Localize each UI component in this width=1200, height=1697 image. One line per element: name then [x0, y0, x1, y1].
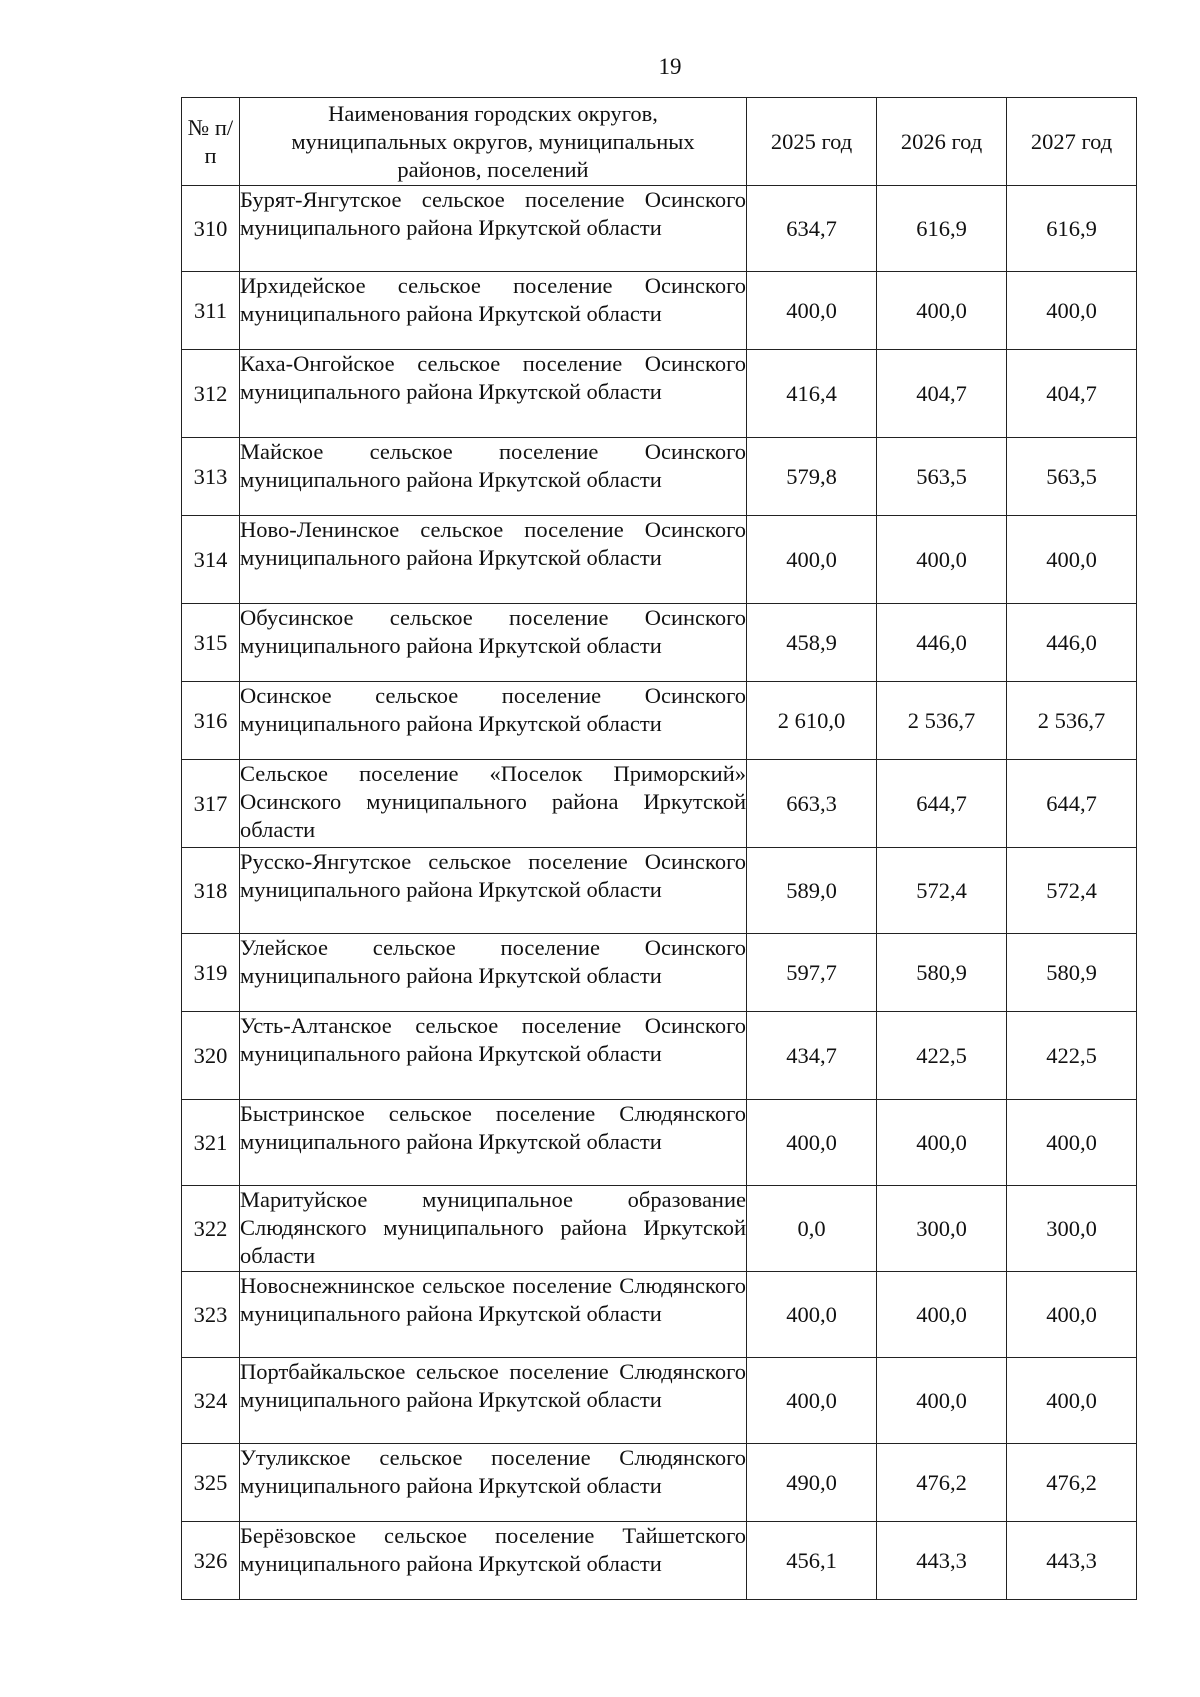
- municipality-name: Утуликское сельское поселение Слюдянского муниципального района Иркутской области: [240, 1444, 747, 1522]
- table-row: [182, 682, 1137, 760]
- municipality-name: Новоснежнинское сельское поселение Слюдянского муниципального района Иркутской области: [240, 1272, 747, 1358]
- value-2025: 458,9: [747, 604, 877, 682]
- value-2027: 2 536,7: [1007, 682, 1137, 760]
- row-number: 322: [182, 1186, 240, 1272]
- table-row: [182, 934, 1137, 1012]
- value-2027: 644,7: [1007, 760, 1137, 848]
- value-2025: 400,0: [747, 1100, 877, 1186]
- value-2027: 400,0: [1007, 272, 1137, 350]
- header-municipality-name: Наименования городских округов, муниципальных округов, муниципальных районов, поселений: [240, 98, 747, 186]
- table-row: [182, 1444, 1137, 1522]
- value-2027: 563,5: [1007, 438, 1137, 516]
- value-2027: 404,7: [1007, 350, 1137, 438]
- value-2027: 476,2: [1007, 1444, 1137, 1522]
- value-2027: 422,5: [1007, 1012, 1137, 1100]
- row-number: 310: [182, 186, 240, 272]
- value-2026: 400,0: [877, 1272, 1007, 1358]
- value-2026: 443,3: [877, 1522, 1007, 1600]
- table-row: [182, 1186, 1137, 1272]
- table-row: [182, 1012, 1137, 1100]
- table-row: [182, 1100, 1137, 1186]
- table-row: [182, 186, 1137, 272]
- value-2026: 563,5: [877, 438, 1007, 516]
- municipality-name: Портбайкальское сельское поселение Слюдянского муниципального района Иркутской области: [240, 1358, 747, 1444]
- value-2026: 644,7: [877, 760, 1007, 848]
- table-row: [182, 516, 1137, 604]
- row-number: 314: [182, 516, 240, 604]
- value-2025: 490,0: [747, 1444, 877, 1522]
- value-2026: 572,4: [877, 848, 1007, 934]
- table-row: [182, 438, 1137, 516]
- value-2025: 434,7: [747, 1012, 877, 1100]
- row-number: 313: [182, 438, 240, 516]
- row-number: 316: [182, 682, 240, 760]
- table-row: [182, 760, 1137, 848]
- value-2025: 2 610,0: [747, 682, 877, 760]
- value-2025: 400,0: [747, 516, 877, 604]
- value-2026: 422,5: [877, 1012, 1007, 1100]
- row-number: 317: [182, 760, 240, 848]
- municipality-name: Улейское сельское поселение Осинского муниципального района Иркутской области: [240, 934, 747, 1012]
- value-2025: 634,7: [747, 186, 877, 272]
- value-2025: 579,8: [747, 438, 877, 516]
- value-2025: 400,0: [747, 272, 877, 350]
- value-2027: 580,9: [1007, 934, 1137, 1012]
- value-2026: 400,0: [877, 1100, 1007, 1186]
- value-2026: 300,0: [877, 1186, 1007, 1272]
- row-number: 320: [182, 1012, 240, 1100]
- table-row: [182, 1522, 1137, 1600]
- value-2025: 597,7: [747, 934, 877, 1012]
- municipality-name: Маритуйское муниципальное образование Слюдянского муниципального района Иркутской области: [240, 1186, 747, 1272]
- row-number: 318: [182, 848, 240, 934]
- value-2027: 400,0: [1007, 516, 1137, 604]
- municipality-name: Каха-Онгойское сельское поселение Осинского муниципального района Иркутской области: [240, 350, 747, 438]
- municipality-name: Обусинское сельское поселение Осинского муниципального района Иркутской области: [240, 604, 747, 682]
- value-2025: 663,3: [747, 760, 877, 848]
- municipality-name: Ново-Ленинское сельское поселение Осинского муниципального района Иркутской области: [240, 516, 747, 604]
- value-2027: 443,3: [1007, 1522, 1137, 1600]
- row-number: 326: [182, 1522, 240, 1600]
- value-2027: 400,0: [1007, 1272, 1137, 1358]
- value-2026: 404,7: [877, 350, 1007, 438]
- value-2027: 616,9: [1007, 186, 1137, 272]
- value-2025: 0,0: [747, 1186, 877, 1272]
- municipality-name: Русско-Янгутское сельское поселение Осинского муниципального района Иркутской области: [240, 848, 747, 934]
- value-2026: 476,2: [877, 1444, 1007, 1522]
- table-row: [182, 848, 1137, 934]
- budget-table: [181, 97, 1137, 1600]
- table-header-row: [182, 98, 1137, 186]
- value-2026: 616,9: [877, 186, 1007, 272]
- value-2027: 300,0: [1007, 1186, 1137, 1272]
- municipality-name: Осинское сельское поселение Осинского муниципального района Иркутской области: [240, 682, 747, 760]
- table-body: [182, 186, 1137, 1600]
- header-row-number: № п/п: [182, 98, 240, 186]
- municipality-name: Сельское поселение «Поселок Приморский» Осинского муниципального района Иркутской области: [240, 760, 747, 848]
- row-number: 321: [182, 1100, 240, 1186]
- value-2025: 400,0: [747, 1272, 877, 1358]
- row-number: 319: [182, 934, 240, 1012]
- value-2026: 580,9: [877, 934, 1007, 1012]
- table-row: [182, 1272, 1137, 1358]
- header-year-2025: 2025 год: [747, 98, 877, 186]
- value-2027: 400,0: [1007, 1100, 1137, 1186]
- row-number: 312: [182, 350, 240, 438]
- row-number: 311: [182, 272, 240, 350]
- municipality-name: Ирхидейское сельское поселение Осинского муниципального района Иркутской области: [240, 272, 747, 350]
- table-row: [182, 350, 1137, 438]
- value-2026: 400,0: [877, 1358, 1007, 1444]
- table-row: [182, 1358, 1137, 1444]
- value-2027: 400,0: [1007, 1358, 1137, 1444]
- page-number: 19: [658, 54, 682, 79]
- table-row: [182, 604, 1137, 682]
- value-2026: 400,0: [877, 272, 1007, 350]
- value-2025: 589,0: [747, 848, 877, 934]
- table-row: [182, 272, 1137, 350]
- municipality-name: Быстринское сельское поселение Слюдянского муниципального района Иркутской области: [240, 1100, 747, 1186]
- header-year-2027: 2027 год: [1007, 98, 1137, 186]
- header-year-2026: 2026 год: [877, 98, 1007, 186]
- row-number: 325: [182, 1444, 240, 1522]
- row-number: 324: [182, 1358, 240, 1444]
- value-2025: 416,4: [747, 350, 877, 438]
- value-2026: 400,0: [877, 516, 1007, 604]
- value-2026: 2 536,7: [877, 682, 1007, 760]
- municipality-name: Берёзовское сельское поселение Тайшетского муниципального района Иркутской области: [240, 1522, 747, 1600]
- value-2026: 446,0: [877, 604, 1007, 682]
- value-2025: 400,0: [747, 1358, 877, 1444]
- municipality-name: Бурят-Янгутское сельское поселение Осинского муниципального района Иркутской области: [240, 186, 747, 272]
- value-2027: 572,4: [1007, 848, 1137, 934]
- value-2027: 446,0: [1007, 604, 1137, 682]
- municipality-name: Усть-Алтанское сельское поселение Осинского муниципального района Иркутской области: [240, 1012, 747, 1100]
- value-2025: 456,1: [747, 1522, 877, 1600]
- municipality-name: Майское сельское поселение Осинского муниципального района Иркутской области: [240, 438, 747, 516]
- row-number: 315: [182, 604, 240, 682]
- row-number: 323: [182, 1272, 240, 1358]
